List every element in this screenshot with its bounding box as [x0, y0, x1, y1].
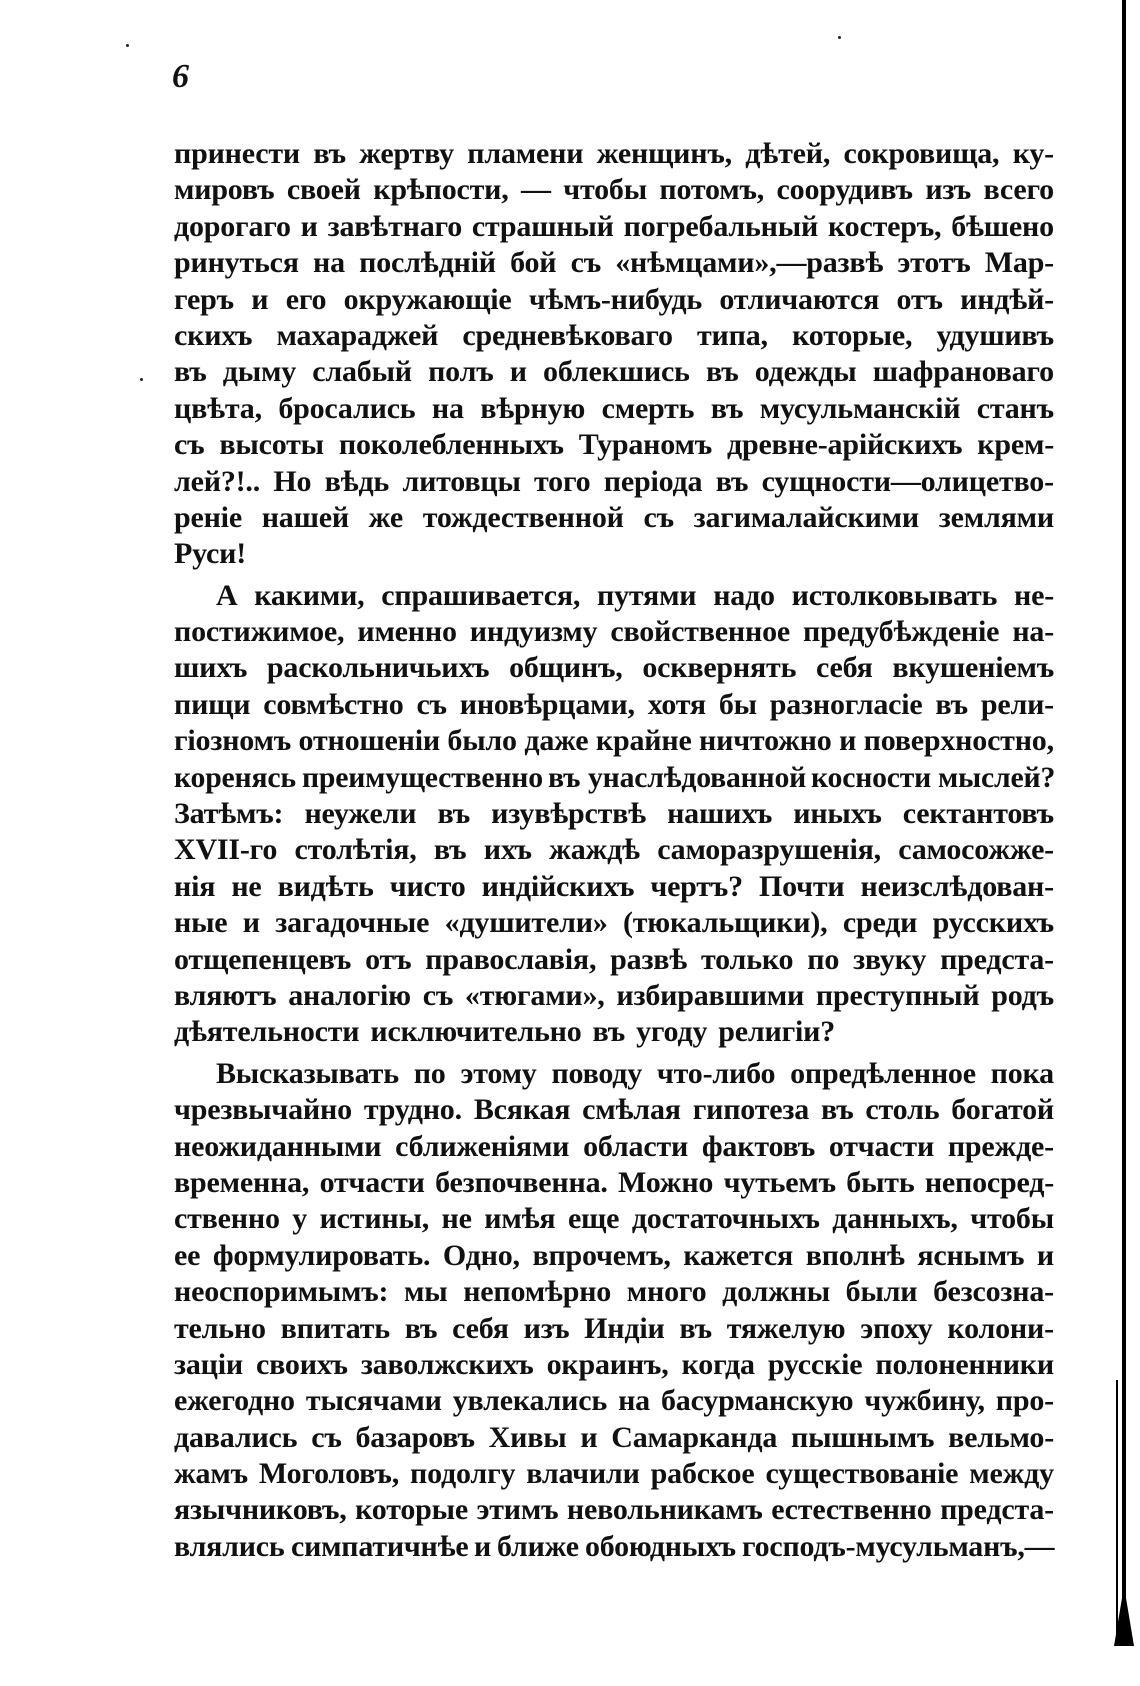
text-block	[174, 136, 1054, 1565]
text-line: постижимое, именно индуизму свойственное предубѣжденіе на-	[174, 615, 1054, 649]
text-line: отщепенцевъ отъ православія, развѣ только по звуку предста-	[174, 942, 1054, 976]
text-line: Высказывать по этому поводу что-либо опредѣленное пока	[216, 1056, 1054, 1090]
text-line: съ высоты поколебленныхъ Тураномъ древне-арійскихъ крем-	[174, 428, 1054, 462]
text-line: давались съ базаровъ Хивы и Самарканда пышнымъ вельмо-	[174, 1420, 1054, 1454]
scan-speck	[126, 44, 129, 47]
page-edge-line	[1122, 0, 1126, 1600]
text-line: заціи своихъ заволжскихъ окраинъ, когда русскіе полоненники	[174, 1347, 1054, 1381]
text-line: ее формулировать. Одно, впрочемъ, кажется вполнѣ яснымъ и	[174, 1238, 1054, 1272]
scan-speck	[838, 36, 841, 39]
text-line: шихъ раскольничьихъ общинъ, осквернять себя вкушеніемъ	[174, 651, 1054, 685]
text-line: чрезвычайно трудно. Всякая смѣлая гипотеза въ столь богатой	[174, 1093, 1054, 1127]
text-line: принести въ жертву пламени женщинъ, дѣтей, сокровища, ку-	[174, 137, 1054, 170]
text-line: пищи совмѣстно съ иновѣрцами, хотя бы разногласіе въ рели-	[174, 687, 1054, 721]
text-line: въ дыму слабый полъ и облекшись въ одежды шафрановаго	[174, 355, 1054, 389]
text-line: дѣятельности исключительно въ угоду религіи?	[174, 1015, 836, 1049]
text-line: XVII-го столѣтія, въ ихъ жаждѣ саморазрушенія, самосожже-	[174, 833, 1054, 867]
text-line: гіозномъ отношеніи было даже крайне ничтожно и поверхностно,	[174, 724, 1054, 758]
text-line: ринуться на послѣдній бой съ «нѣмцами»,—развѣ этотъ Мар-	[174, 246, 1054, 280]
text-line: язычниковъ, которые этимъ невольникамъ естественно предста-	[174, 1493, 1054, 1527]
text-line: геръ и его окружающіе чѣмъ-нибудь отличаются отъ индѣй-	[174, 282, 1054, 316]
text-line: влялись симпатичнѣе и ближе обоюдныхъ господъ-мусульманъ,—	[174, 1529, 1055, 1563]
text-line: ные и загадочные «душители» (тюкальщики), среди русскихъ	[174, 906, 1054, 940]
scan-speck	[140, 378, 143, 381]
text-line: цвѣта, бросались на вѣрную смерть въ мусульманскій станъ	[174, 391, 1054, 425]
text-line: ственно у истины, не имѣя еще достаточныхъ данныхъ, чтобы	[174, 1202, 1054, 1236]
text-line: нія не видѣть чисто индійскихъ чертъ? Почти неизслѣдован-	[174, 869, 1054, 903]
text-line: Затѣмъ: неужели въ изувѣрствѣ нашихъ иныхъ сектантовъ	[174, 797, 1054, 831]
text-line: ежегодно тысячами увлекались на басурманскую чужбину, про-	[174, 1384, 1054, 1418]
text-line: неожиданными сближеніями области фактовъ отчасти прежде-	[174, 1129, 1054, 1163]
text-line: скихъ махараджей средневѣковаго типа, которые, удушивъ	[174, 318, 1054, 352]
text-line: жамъ Моголовъ, подолгу влачили рабское существованіе между	[174, 1457, 1054, 1491]
text-line: реніе нашей же тождественной съ загималайскими землями	[174, 500, 1054, 534]
text-line: тельно впитать въ себя изъ Индіи въ тяжелую эпоху колони-	[174, 1311, 1054, 1345]
text-line: временна, отчасти безпочвенна. Можно чутьемъ быть непосред-	[174, 1165, 1054, 1199]
text-line: А какими, спрашивается, путями надо истолковывать не-	[216, 578, 1054, 612]
text-line: лей?!.. Но вѣдь литовцы того періода въ сущности—олицетво-	[174, 464, 1054, 498]
text-line: дорогаго и завѣтнаго страшный погребальный костеръ, бѣшено	[174, 209, 1054, 243]
text-line: вляютъ аналогію съ «тюгами», избиравшими преступный родъ	[174, 978, 1054, 1012]
text-line: коренясь преимущественно въ унаслѣдованной косности мыслей?	[174, 760, 1056, 794]
page-number: 6	[172, 58, 189, 95]
binding-corner-mark	[1114, 1586, 1134, 1646]
text-line: мировъ своей крѣпости, — чтобы потомъ, соорудивъ изъ всего	[174, 173, 1054, 207]
text-line: Руси!	[174, 537, 246, 571]
text-line: неоспоримымъ: мы непомѣрно много должны были безсозна-	[174, 1275, 1054, 1309]
